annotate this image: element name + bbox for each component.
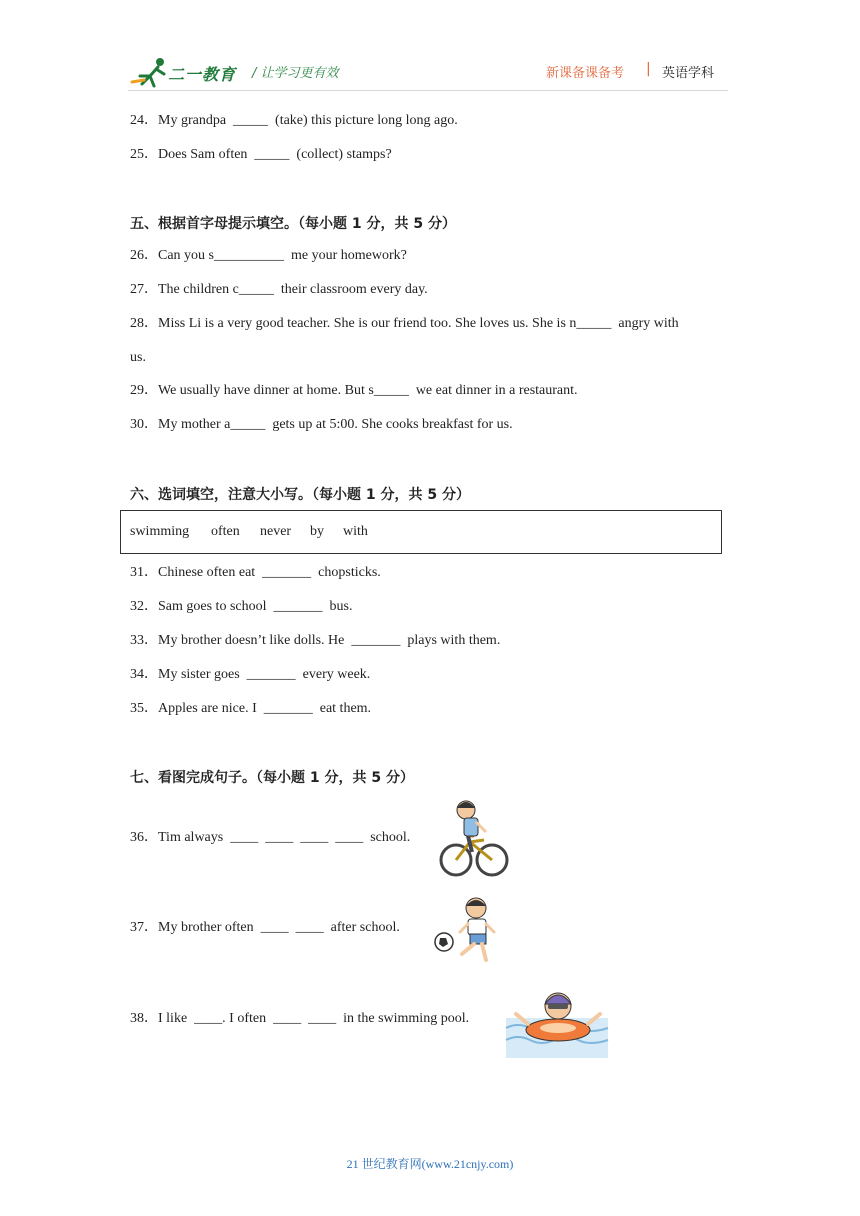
boy-swimming-icon — [506, 984, 608, 1058]
question-33: 33．My brother doesn’t like dolls. He _______ plays with them. — [130, 633, 501, 648]
question-36: 36．Tim always ____ ____ ____ ____ school. — [130, 830, 411, 845]
question-37: 37．My brother often ____ ____ after school. — [130, 920, 400, 935]
word-bank-item: never — [260, 524, 292, 539]
word-bank-item: by — [310, 524, 324, 539]
word-bank — [120, 510, 722, 554]
boy-playing-football-icon — [432, 894, 502, 968]
logo-text: 二一教育 — [168, 65, 237, 84]
question-27: 27．The children c_____ their classroom every day. — [130, 282, 428, 297]
question-25: 25．Does Sam often _____ (collect) stamps? — [130, 147, 392, 162]
question-35: 35．Apples are nice. I _______ eat them. — [130, 701, 372, 716]
slogan: / 让学习更有效 — [252, 66, 339, 81]
question-28: 28．Miss Li is a very good teacher. She is our friend too. She loves us. She is n_____ angry with — [130, 316, 679, 331]
question-28-continued: us. — [130, 350, 146, 365]
word-bank-item: often — [211, 524, 240, 539]
question-24: 24．My grandpa _____ (take) this picture long long ago. — [130, 113, 458, 128]
section-5-title: 五、根据首字母提示填空。（每小题 1 分，共 5 分） — [130, 216, 456, 232]
subject-label: 英语学科 — [662, 66, 715, 81]
boy-cycling-icon — [438, 796, 510, 880]
question-30: 30．My mother a_____ gets up at 5:00. She cooks breakfast for us. — [130, 417, 513, 432]
section-6-title: 六、选词填空，注意大小写。（每小题 1 分，共 5 分） — [130, 487, 470, 503]
running-figure-icon — [130, 56, 170, 88]
brand-separator: | — [646, 61, 651, 77]
question-31: 31．Chinese often eat _______ chopsticks. — [130, 565, 381, 580]
word-bank-item: swimming — [130, 524, 190, 539]
question-29: 29．We usually have dinner at home. But s_____ we eat dinner in a restaurant. — [130, 383, 578, 398]
section-7-title: 七、看图完成句子。（每小题 1 分，共 5 分） — [130, 770, 414, 786]
footer: 21 世纪教育网(www.21cnjy.com) — [346, 1157, 514, 1171]
header-divider — [128, 90, 728, 91]
question-26: 26．Can you s__________ me your homework? — [130, 248, 407, 263]
word-bank-item: with — [343, 524, 368, 539]
question-34: 34．My sister goes _______ every week. — [130, 667, 371, 682]
question-38: 38．I like ____. I often ____ ____ in the swimming pool. — [130, 1011, 470, 1026]
question-32: 32．Sam goes to school _______ bus. — [130, 599, 353, 614]
brand-label: 新课备课备考 — [546, 66, 625, 81]
